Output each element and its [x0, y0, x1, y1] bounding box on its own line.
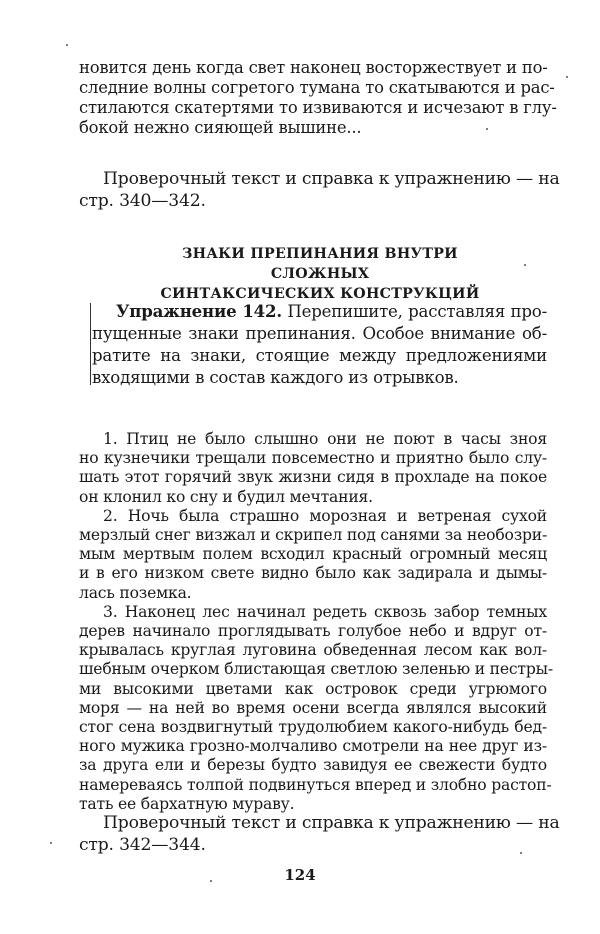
text-line: шать этот горячий звук жизни сидя в прохладе на покое — [79, 468, 547, 487]
text-line: намереваясь толпой подвинуться вперед и злобно растоп- — [79, 775, 552, 794]
reference-note-1 — [79, 168, 560, 212]
text-line: шебным очерком блистающая светлою зеленью и пестры- — [79, 660, 553, 679]
text-line: ратите на знаки, стоящие между предложениями — [92, 346, 547, 365]
text-line: лась поземка. — [79, 583, 192, 602]
text-line: Проверочный текст и справка к упражнению — на — [103, 169, 560, 189]
text-line: но кузнечики трещали повсеместно и приятно было слу- — [79, 449, 547, 468]
scan-speck — [486, 128, 488, 130]
exercise-instructions — [92, 300, 547, 389]
text-line: Проверочный текст и справка к упражнению — на — [103, 813, 560, 833]
text-line: моря — на ней во время осени всегда являлся высокий — [79, 698, 547, 717]
text-line: мерзлый снег визжал и скрипел под санями за необозри- — [79, 526, 548, 545]
text-line: 1. Птиц не было слышно они не поют в часы зноя — [103, 430, 547, 448]
text-line: пущенные знаки препинания. Особое внимание об- — [92, 324, 547, 343]
text-line: стр. 340—342. — [79, 191, 206, 211]
scan-speck — [50, 842, 52, 844]
text-line: мым мертвым полем всходил красный огромный месяц — [79, 545, 547, 564]
scan-speck — [566, 76, 568, 78]
text-line: 2. Ночь была страшно морозная и ветреная сухой — [103, 506, 547, 525]
exercise-items — [79, 430, 553, 814]
text-line: он клонил ко сну и будил мечтания. — [79, 487, 373, 506]
text-line: дерев начинало проглядывать голубое небо и вдруг от- — [79, 622, 547, 641]
scan-speck — [210, 880, 212, 882]
text-line: тать ее бархатную мураву. — [79, 794, 295, 813]
text-line: за друга ели и березы будто завидуя ее свежести будто — [79, 756, 547, 775]
exercise-margin-rule — [90, 303, 91, 385]
text-line: и в его низком свете видно было как задирала и дымы- — [79, 564, 547, 583]
text-line: входящими в состав каждого из отрывков. — [92, 368, 459, 387]
text-line: стр. 342—344. — [79, 835, 206, 855]
heading-line: СИНТАКСИЧЕСКИХ КОНСТРУКЦИЙ — [160, 286, 480, 302]
section-heading — [140, 244, 500, 304]
text-line — [92, 300, 547, 323]
heading-line: ЗНАКИ ПРЕПИНАНИЯ ВНУТРИ СЛОЖНЫХ — [182, 246, 458, 282]
text-line: стилаются скатертями то извиваются и исчезают в глу- — [79, 98, 557, 117]
text-line: следние волны согретого тумана то скатываются и рас- — [79, 78, 555, 97]
page-number: 124 — [284, 866, 316, 884]
text-line: стог сена воздвигнутый трудолюбием какого-нибудь бед- — [79, 718, 547, 737]
text-line: 3. Наконец лес начинал редеть сквозь забор темных — [103, 602, 547, 621]
scan-speck — [524, 264, 526, 266]
text-line: новится день когда свет наконец восторжествует и по- — [79, 58, 548, 77]
scan-speck — [66, 44, 68, 46]
intro-paragraph — [79, 58, 557, 138]
text-line: ми высокими цветами как островок среди угрюмого — [79, 679, 547, 698]
scan-speck — [520, 852, 522, 854]
text-line: крывалась круглая луговина обведенная лесом как вол- — [79, 641, 547, 660]
text-line: бокой нежно сияющей вышине... — [79, 118, 362, 137]
exercise-text: Перепишите, расставляя про- — [287, 302, 547, 321]
text-line: ного мужика грозно-молчаливо смотрели на нее друг из- — [79, 737, 547, 756]
exercise-label: Упражнение 142. — [116, 301, 282, 321]
reference-note-2 — [79, 812, 560, 856]
